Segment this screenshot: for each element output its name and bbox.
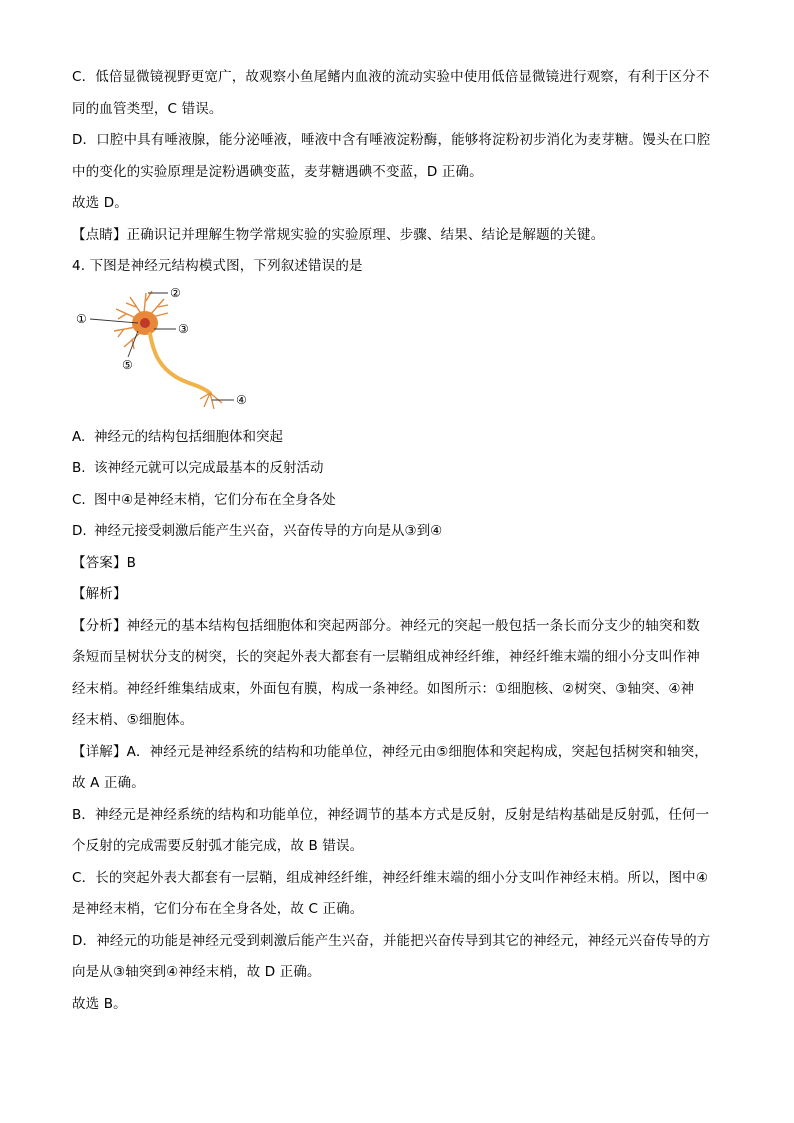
- document-page: [72, 62, 728, 1020]
- final-choice: 故选 B。: [72, 995, 127, 1012]
- option-letter: A.: [72, 428, 86, 445]
- label-4: ④: [236, 392, 247, 407]
- option-d: [72, 516, 728, 548]
- detail-line: B．神经元是神经系统的结构和功能单位，神经调节的基本方式是反射，反射是结构基础是反射弧，任何一: [72, 806, 710, 823]
- label-1: ①: [76, 311, 87, 326]
- option-letter: D.: [72, 523, 87, 539]
- question-stem: 4. 下图是神经元结构模式图，下列叙述错误的是: [72, 258, 363, 274]
- leader-lines: [90, 293, 234, 400]
- detail-line: 【详解】A．神经元是神经系统的结构和功能单位，神经元由⑤细胞体和突起构成，突起包括树突和轴突，: [72, 743, 708, 760]
- prev-comment: 【点睛】正确识记并理解生物学常规实验的实验原理、步骤、结果、结论是解题的关键。: [72, 226, 605, 243]
- analysis-title: 【解析】: [72, 586, 127, 602]
- neuron-svg: [72, 285, 272, 420]
- axon: [150, 334, 210, 393]
- detail-line: 个反射的完成需要反射弧才能完成，故 B 错误。: [72, 838, 364, 854]
- option-text: 图中④是神经末梢，它们分布在全身各处: [94, 491, 336, 508]
- analysis-line: 【分析】神经元的基本结构包括细胞体和突起两部分。神经元的突起一般包括一条长而分支少的轴突和数: [72, 617, 700, 634]
- detail-line: 是神经末梢，它们分布在全身各处，故 C 正确。: [72, 901, 364, 917]
- analysis-line: 经末梢、⑤细胞体。: [72, 712, 194, 728]
- nerve-endings: [200, 393, 222, 409]
- option-letter: B.: [72, 460, 86, 476]
- analysis-line: 条短而呈树状分支的树突，长的突起外表大都套有一层鞘组成神经纤维，神经纤维末端的细小分支叫作神: [72, 649, 700, 665]
- option-b: [72, 453, 728, 485]
- option-a: [72, 422, 728, 454]
- cell-nucleus: [140, 318, 150, 328]
- prev-option-c-line2: 同的血管类型，C 错误。: [72, 100, 223, 117]
- label-2: ②: [170, 285, 181, 300]
- label-5: ⑤: [122, 357, 133, 372]
- detail-line: C．长的突起外表大都套有一层鞘，组成神经纤维，神经纤维末端的细小分支叫作神经末梢。所以，图中④: [72, 869, 709, 886]
- detail-line: 向是从③轴突到④神经末梢，故 D 正确。: [72, 964, 321, 980]
- option-text: 神经元的结构包括细胞体和突起: [94, 428, 283, 445]
- detail-line: 故 A 正确。: [72, 775, 145, 791]
- option-letter: C.: [72, 491, 86, 508]
- option-c: [72, 485, 728, 517]
- prev-option-d-line2: 中的变化的实验原理是淀粉遇碘变蓝，麦芽糖遇碘不变蓝，D 正确。: [72, 163, 483, 180]
- prev-option-c-line1: C．低倍显微镜视野更宽广，故观察小鱼尾鳍内血液的流动实验中使用低倍显微镜进行观察，有利于区分不: [72, 69, 710, 85]
- prev-choose: 故选 D。: [72, 195, 128, 211]
- prev-option-d-line1: D．口腔中具有唾液腺，能分泌唾液，唾液中含有唾液淀粉酶，能够将淀粉初步消化为麦芽糖。馒头在口腔: [72, 132, 711, 148]
- label-3: ③: [178, 321, 189, 336]
- analysis-line: 经末梢。神经纤维集结成束，外面包有膜，构成一条神经。如图所示：①细胞核、②树突、③轴突、④神: [72, 680, 695, 697]
- detail-line: D．神经元的功能是神经元受到刺激后能产生兴奋，并能把兴奋传导到其它的神经元，神经元兴奋传导的方: [72, 932, 711, 949]
- option-text: 该神经元就可以完成最基本的反射活动: [94, 460, 324, 476]
- neuron-diagram: [72, 285, 272, 420]
- option-text: 神经元接受刺激后能产生兴奋，兴奋传导的方向是从③到④: [94, 523, 443, 539]
- answer: 【答案】B: [72, 554, 137, 571]
